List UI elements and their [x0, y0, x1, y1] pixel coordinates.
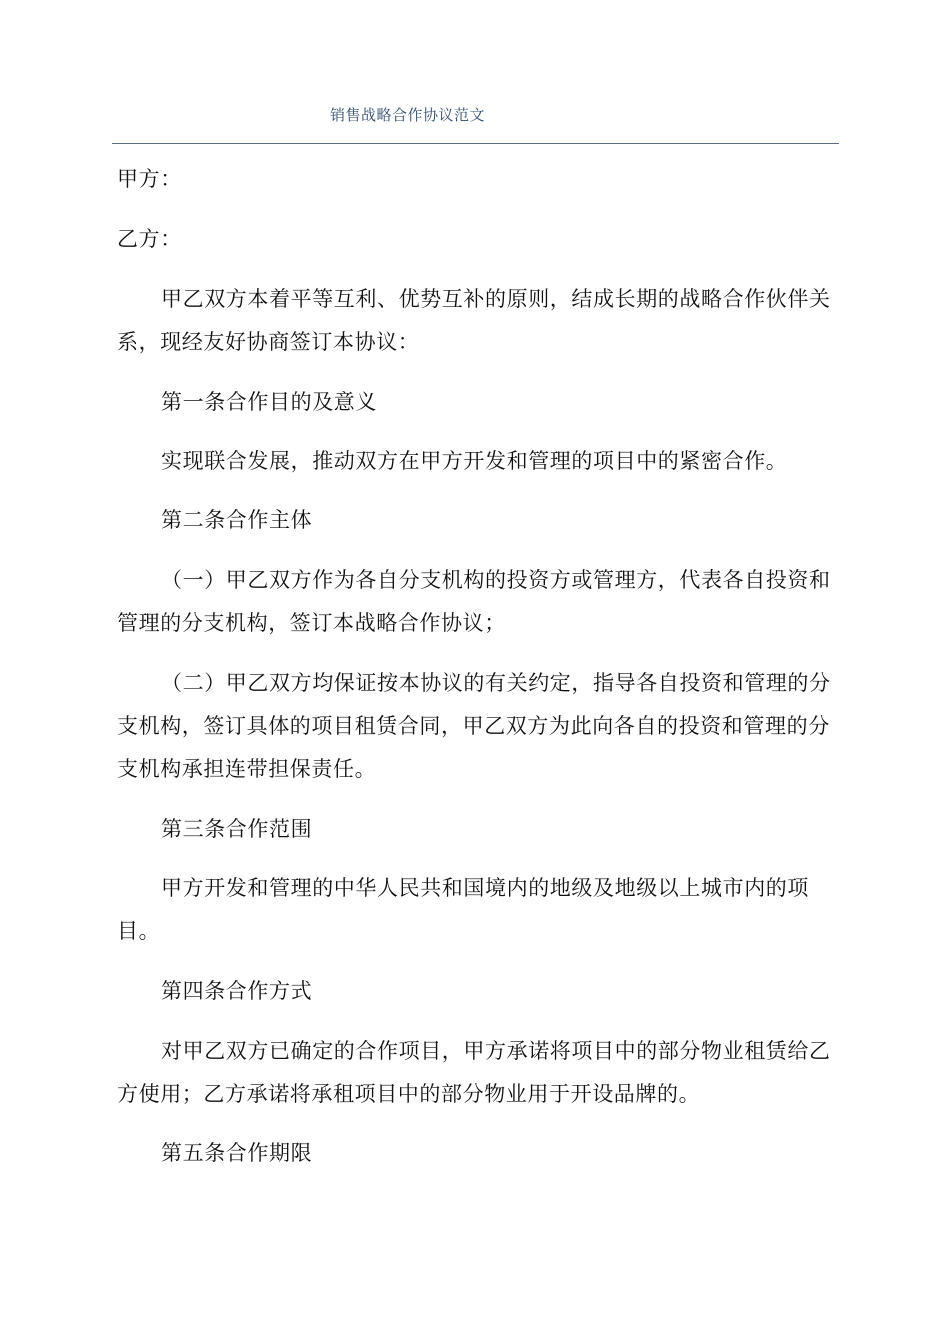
- party-a-label: 甲方：: [117, 167, 182, 191]
- article2-title: 第二条合作主体: [161, 508, 313, 532]
- article5-title: 第五条合作期限: [161, 1141, 313, 1165]
- article3-title: 第三条合作范围: [161, 817, 313, 841]
- article1-title: 第一条合作目的及意义: [161, 390, 377, 414]
- preamble-paragraph: 甲乙双方本着平等互利、优势互补的原则，结成长期的战略合作伙伴关系，现经友好协商签订本协议：: [117, 287, 831, 354]
- article1-text: 实现联合发展，推动双方在甲方开发和管理的项目中的紧密合作。: [161, 449, 788, 473]
- article2-item2: （二）甲乙双方均保证按本协议的有关约定，指导各自投资和管理的分支机构，签订具体的项目租赁合同，甲乙双方为此向各自的投资和管理的分支机构承担连带担保责任。: [117, 671, 831, 781]
- header-title: 销售战略合作协议范文: [330, 106, 486, 124]
- article4-title: 第四条合作方式: [161, 979, 313, 1003]
- article3-text: 甲方开发和管理的中华人民共和国境内的地级及地级以上城市内的项目。: [117, 876, 809, 943]
- page-header: [112, 0, 839, 144]
- party-b-label: 乙方：: [117, 227, 182, 251]
- article2-item1: （一）甲乙双方作为各自分支机构的投资方或管理方，代表各自投资和管理的分支机构，签订本战略合作协议；: [117, 568, 831, 635]
- article4-text: 对甲乙双方已确定的合作项目，甲方承诺将项目中的部分物业租赁给乙方使用；乙方承诺将承租项目中的部分物业用于开设品牌的。: [117, 1039, 831, 1106]
